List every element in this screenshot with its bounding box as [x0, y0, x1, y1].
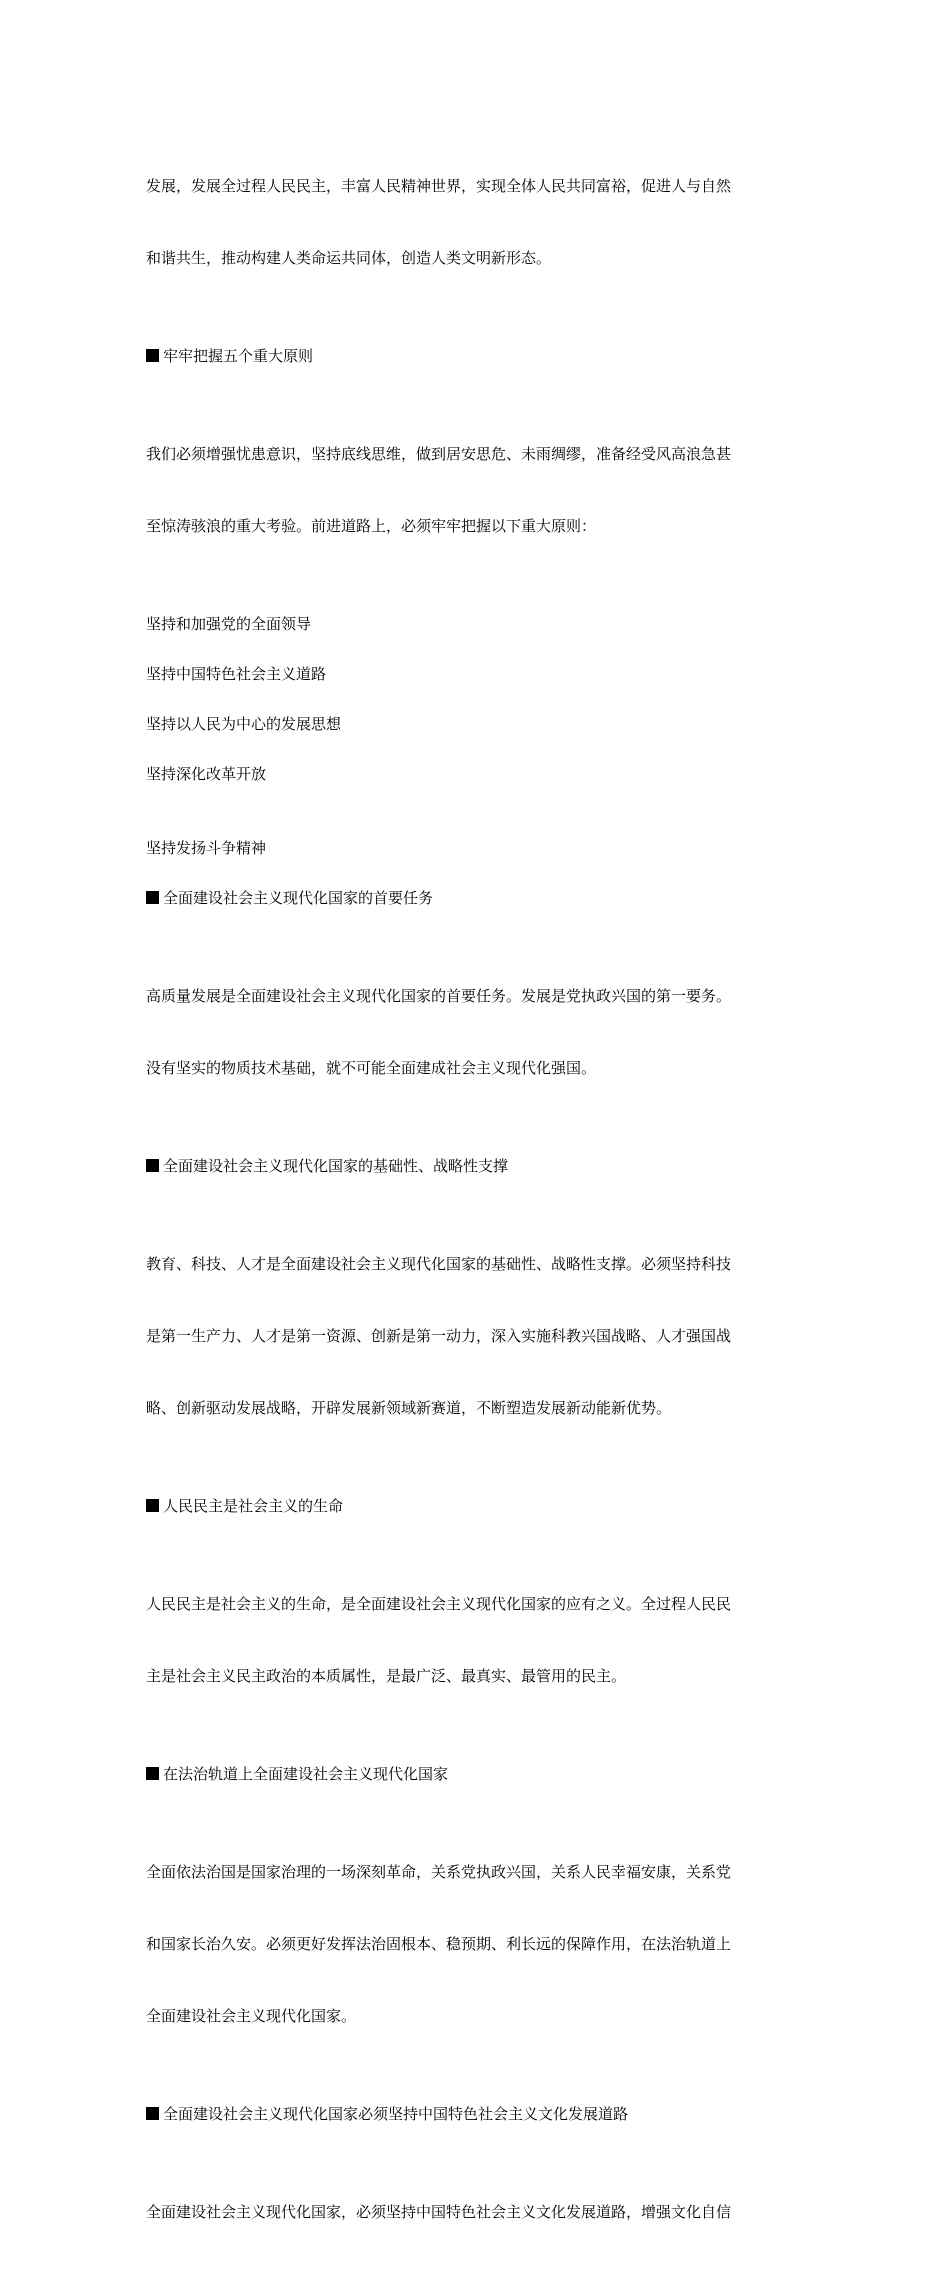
text-line: 发展，发展全过程人民民主，丰富人民精神世界，实现全体人民共同富裕，促进人与自然 — [146, 177, 732, 195]
text-line: 略、创新驱动发展战略，开辟发展新领域新赛道，不断塑造发展新动能新优势。 — [146, 1399, 672, 1417]
principle-item: 坚持以人民为中心的发展思想 — [146, 715, 342, 733]
principle-item: 坚持发扬斗争精神 — [146, 839, 267, 857]
principles-paragraph — [146, 394, 811, 586]
culture-paragraph — [146, 2152, 811, 2272]
section-heading-support: 全面建设社会主义现代化国家的基础性、战略性支撑 — [146, 1154, 811, 1178]
text-line: 和国家长治久安。必须更好发挥法治固根本、稳预期、利长远的保障作用，在法治轨道上 — [146, 1935, 732, 1953]
section-heading-rule-of-law: 在法治轨道上全面建设社会主义现代化国家 — [146, 1762, 811, 1786]
square-bullet-icon — [146, 349, 159, 362]
section-heading-democracy: 人民民主是社会主义的生命 — [146, 1494, 811, 1518]
democracy-paragraph — [146, 1544, 811, 1736]
square-bullet-icon — [146, 1159, 159, 1172]
square-bullet-icon — [146, 891, 159, 904]
principle-item: 坚持和加强党的全面领导 — [146, 615, 312, 633]
text-line: 全面建设社会主义现代化国家。 — [146, 2007, 357, 2025]
rule-of-law-paragraph — [146, 1812, 811, 2076]
text-line: 全面建设社会主义现代化国家，必须坚持中国特色社会主义文化发展道路，增强文化自信 — [146, 2203, 732, 2221]
text-line: 主是社会主义民主政治的本质属性，是最广泛、最真实、最管用的民主。 — [146, 1667, 627, 1685]
text-line: 至惊涛骇浪的重大考验。前进道路上，必须牢牢把握以下重大原则： — [146, 517, 597, 535]
support-paragraph — [146, 1204, 811, 1468]
section-heading-culture: 全面建设社会主义现代化国家必须坚持中国特色社会主义文化发展道路 — [146, 2102, 811, 2126]
text-line: 高质量发展是全面建设社会主义现代化国家的首要任务。发展是党执政兴国的第一要务。 — [146, 987, 732, 1005]
section-heading-primary-task: 全面建设社会主义现代化国家的首要任务 — [146, 886, 811, 910]
primary-task-paragraph — [146, 936, 811, 1128]
square-bullet-icon — [146, 1499, 159, 1512]
square-bullet-icon — [146, 2107, 159, 2120]
text-line: 全面依法治国是国家治理的一场深刻革命，关系党执政兴国，关系人民幸福安康，关系党 — [146, 1863, 732, 1881]
text-line: 我们必须增强忧患意识，坚持底线思维，做到居安思危、未雨绸缪，准备经受风高浪急甚 — [146, 445, 732, 463]
text-line: 和谐共生，推动构建人类命运共同体，创造人类文明新形态。 — [146, 249, 552, 267]
principle-item: 坚持深化改革开放 — [146, 765, 267, 783]
section-heading-principles: 牢牢把握五个重大原则 — [146, 344, 811, 368]
text-line: 没有坚实的物质技术基础，就不可能全面建成社会主义现代化强国。 — [146, 1059, 597, 1077]
text-line: 人民民主是社会主义的生命，是全面建设社会主义现代化国家的应有之义。全过程人民民 — [146, 1595, 732, 1613]
text-line: 教育、科技、人才是全面建设社会主义现代化国家的基础性、战略性支撑。必须坚持科技 — [146, 1255, 732, 1273]
text-line: 是第一生产力、人才是第一资源、创新是第一动力，深入实施科教兴国战略、人才强国战 — [146, 1327, 732, 1345]
intro-paragraph — [146, 126, 811, 318]
principle-item: 坚持中国特色社会主义道路 — [146, 665, 327, 683]
square-bullet-icon — [146, 1767, 159, 1780]
document-page — [146, 126, 811, 2272]
